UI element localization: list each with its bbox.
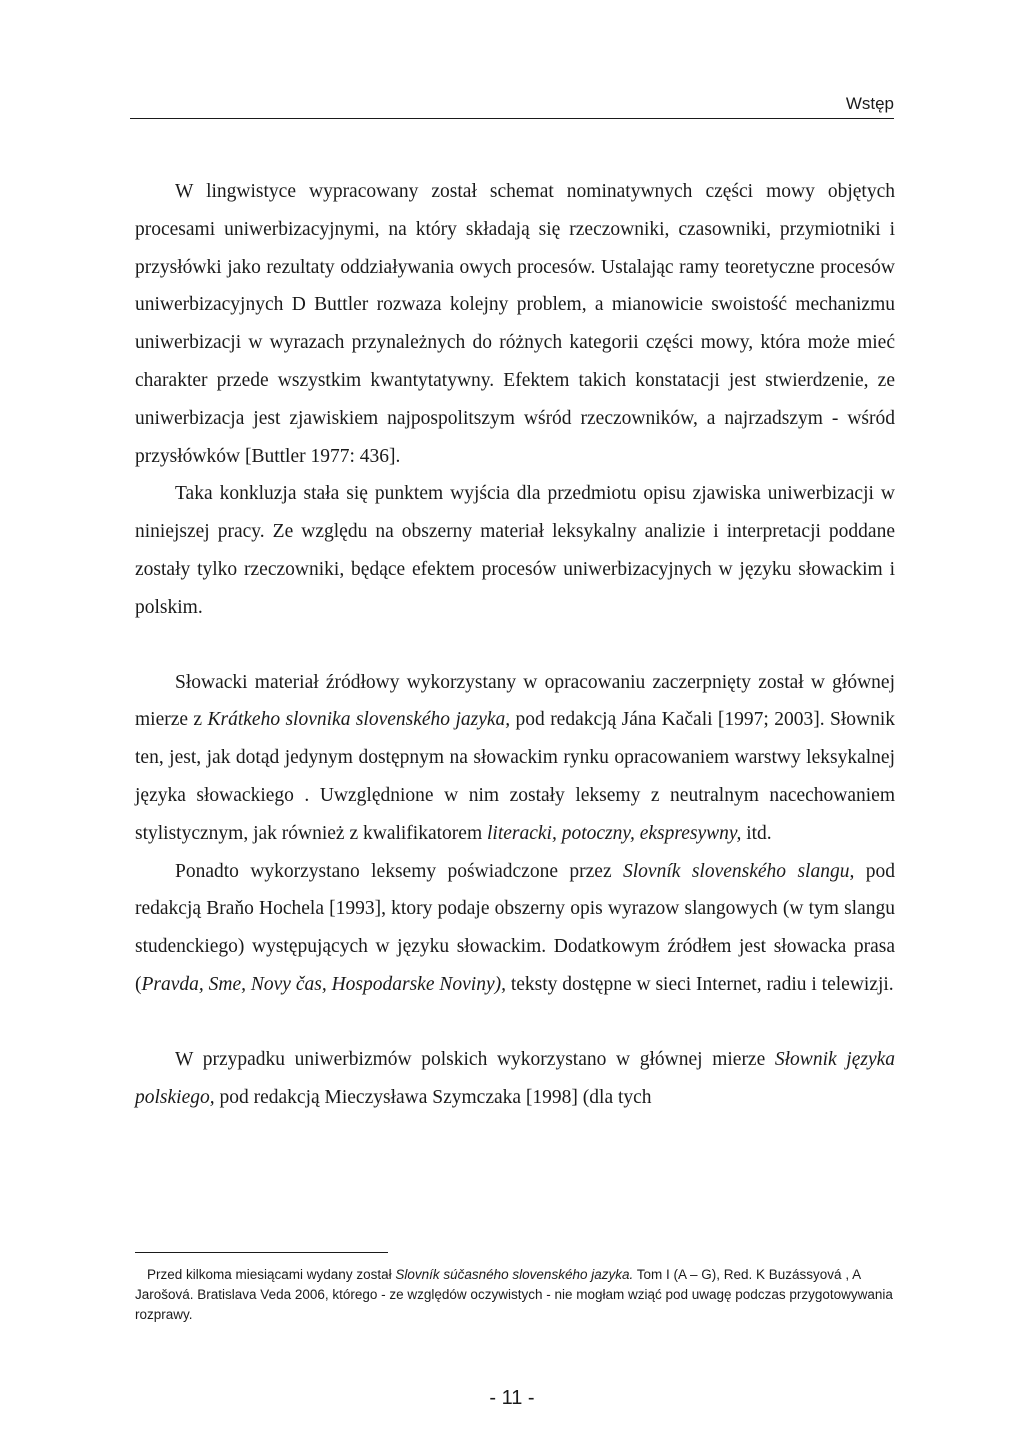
paragraph-5-text-c: pod redakcją Mieczysława Szymczaka [1998] (dla tych [214,1086,652,1108]
paragraph-3-title-italic: Krátkeho slovnika slovenského jazyka, [207,709,511,731]
footnote-title-italic: Slovník súčasného slovenského jazyka. [395,1267,634,1282]
footnote-text [135,1265,895,1325]
main-text [135,173,895,1116]
paragraph-3-text-a: Słowacki materiał źródłowy wykorzystany w opracowaniu zaczerpnięty został w głównej mierze z [135,671,895,731]
paragraph-5 [135,1041,895,1117]
paragraph-3-qualifiers-italic: literacki, potoczny, ekspresywny, [486,822,742,844]
running-header [130,92,894,119]
footnote [135,1265,895,1325]
footnote-text-a: Przed kilkoma miesiącami wydany został [147,1267,396,1282]
paragraph-4-text-e: teksty dostępne w sieci Internet, radiu i telewizji. [505,973,894,995]
paragraph-2: Taka konkluzja stała się punktem wyjścia dla przedmiotu opisu zjawiska uniwerbizacji w niniejszej pracy. Ze względu na obszerny materiał leksykalny analizie i interpretacji poddane zostały tylko rzeczowniki, będące efektem procesów uniwerbizacyjnych w języku słowackim i polskim. [135,483,895,618]
paragraph-1: W lingwistyce wypracowany został schemat nominatywnych części mowy objętych procesami uniwerbizacyjnymi, na który składają się rzeczowniki, czasowniki, przymiotniki i przysłówki jako rezultaty oddziaływania owych procesów. Ustalając ramy teoretyczne procesów uniwerbizacyjnych D Buttler rozwaza kolejny problem, a mianowicie swoistość mechanizmu uniwerbizacji w wyrazach przynależnych do różnych kategorii części mowy, która może mieć charakter przede wszystkim kwantytatywny. Efektem takich konstatacji jest stwierdzenie, ze uniwerbizacja jest zjawiskiem najpospolitszym wśród rzeczowników, a najrzadszym - wśród przysłówków [Buttler 1977: 436]. [135,181,895,467]
paragraph-4-press-italic: Pravda, Sme, Novy čas, Hospodarske Noviny), [141,973,506,995]
paragraph-3-text-e: itd. [741,822,772,844]
paragraph-4-text-a: Ponadto wykorzystano leksemy poświadczone przez [175,860,624,882]
paragraph-3 [135,664,895,853]
footnote-text-c: Tom I (A – G), Red. K Buzássyová , A Jarošová. Bratislava Veda 2006, którego - ze względów oczywistych - nie mogłam wziąć pod uwagę podczas przygotowywania rozprawy. [135,1267,893,1322]
paragraph-4 [135,853,895,1004]
paragraph-4-title-italic: Slovník slovenského slangu, [623,860,855,882]
paragraph-4-text-c: pod redakcją Braňo Hochela [1993], ktory podaje obszerny opis wyrazow slangowych (w tym slangu studenckiego) występujących w języku słowackim. Dodatkowym źródłem jest słowacka prasa ( [135,860,895,995]
page-number: - 11 - [489,1387,535,1409]
footnote-divider [135,1252,388,1253]
header-title: Wstęp [845,94,894,113]
paragraph-5-title-italic: Słownik języka polskiego, [135,1048,896,1108]
paragraph-3-text-c: pod redakcją Jána Kačali [1997; 2003]. Słownik ten, jest, jak dotąd jedynym dostępnym na słowackim rynku opracowaniem warstwy leksykalnej języka słowackiego . Uwzględnione w nim zostały leksemy z neutralnym nacechowaniem stylistycznym, jak również z kwalifikatorem [135,709,896,844]
paragraph-5-text-a: W przypadku uniwerbizmów polskich wykorzystano w głównej mierze [175,1048,775,1070]
